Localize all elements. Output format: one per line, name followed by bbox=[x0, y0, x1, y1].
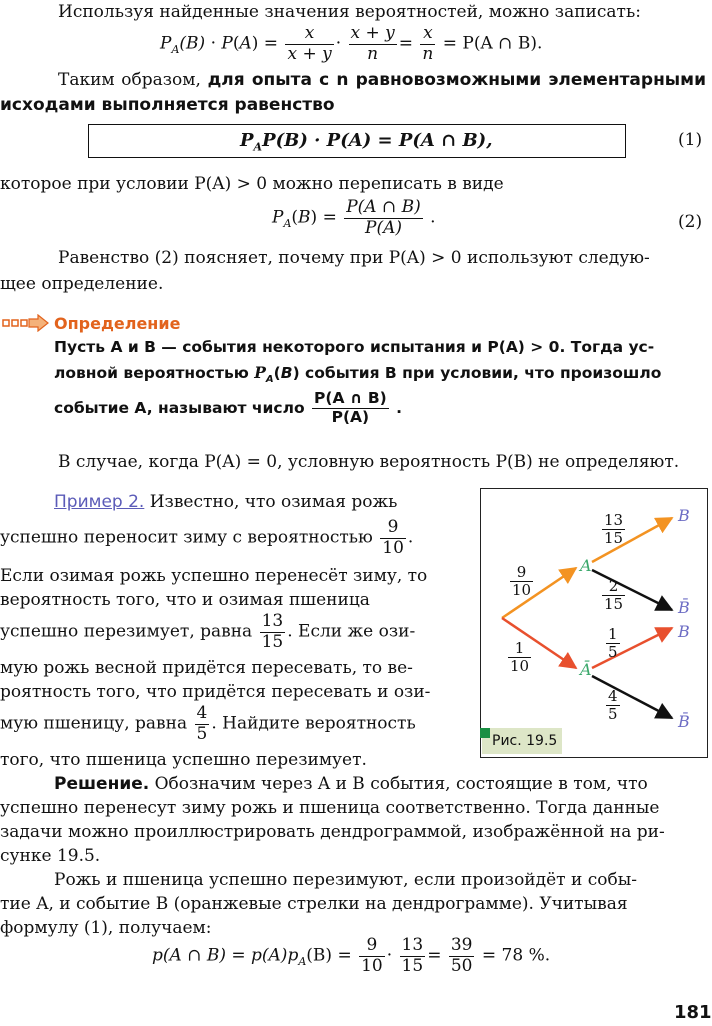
equation-2-number: (2) bbox=[678, 212, 703, 232]
example-line-2: успешно переносит зиму с вероятностью $\frac{9}{10}$ . bbox=[0, 517, 414, 558]
conclusion-paragraph: Таким образом, для опыта с n равновозможными элементарными исходами выполняется равенство bbox=[0, 70, 706, 115]
prob-B-given-A: $\frac{13}{15}$ bbox=[604, 511, 624, 548]
example-label: Пример 2. bbox=[54, 492, 145, 512]
prob-notA: $\frac{1}{10}$ bbox=[510, 639, 530, 676]
explain-line-1: Равенство (2) поясняет, почему при P(A) > 0 используют следую- bbox=[58, 248, 650, 268]
solution-line-1: Решение. Обозначим через A и B события, состоящие в том, что bbox=[54, 774, 648, 794]
figure-caption: Рис. 19.5 bbox=[482, 728, 562, 754]
leaf-B-2: B bbox=[678, 622, 690, 641]
prob-notB-given-A: $\frac{2}{15}$ bbox=[604, 577, 624, 614]
leaf-notB-1: B̄ bbox=[678, 598, 690, 617]
solution-line-2: успешно перенесут зиму рожь и пшеница соответственно. Тогда данные bbox=[0, 798, 660, 818]
equation-top: $P_A(B) \cdot P(A)$ = $\frac{x}{x + y}$ · $\frac{x + y}{n}$ = $\frac{x}{n}$ = P(A ∩ B). bbox=[160, 23, 543, 64]
leaf-B-1: B bbox=[678, 506, 690, 525]
solution-label: Решение. bbox=[54, 774, 150, 794]
equation-2: $P_A(B)$ = $\frac{P(A \cap B)}{P(A)}$ . bbox=[272, 197, 436, 238]
final-equation: p(A ∩ $B) = p(A)p_A(B)$ = $\frac{9}{10}$ · $\frac{13}{15}$ = $\frac{39}{50}$ = 78 %. bbox=[152, 935, 551, 976]
case-zero-text: В случае, когда P(A) = 0, условную вероятность P(B) не определяют. bbox=[58, 452, 680, 472]
definition-title: Определение bbox=[54, 314, 181, 333]
example-line-6: мую рожь весной придётся пересевать, то ве- bbox=[0, 658, 413, 678]
caption-marker bbox=[480, 728, 490, 738]
solution-line-3: задачи можно проиллюстрировать дендрограммой, изображённой на ри- bbox=[0, 822, 665, 842]
definition-line-2: ловной вероятностью $P_A(B)$ события B при условии, что произошло bbox=[54, 363, 662, 386]
definition-line-1: Пусть A и B — события некоторого испытания и P(A) > 0. Тогда ус- bbox=[54, 338, 655, 356]
solution-line-5: Рожь и пшеница успешно перезимуют, если произойдёт и собы- bbox=[54, 870, 637, 890]
example-line-5: успешно перезимует, равна $\frac{13}{15}$ . Если же ози- bbox=[0, 611, 416, 652]
solution-line-6: тие A, и событие B (оранжевые стрелки на дендрограмме). Учитывая bbox=[0, 894, 628, 914]
explain-line-2: щее определение. bbox=[0, 274, 164, 294]
node-A-label: A bbox=[580, 556, 592, 575]
example-line-4: вероятность того, что и озимая пшеница bbox=[0, 590, 370, 610]
example-line-8: мую пшеницу, равна $\frac{4}{5}$ . Найдите вероятность bbox=[0, 703, 416, 744]
dendrogram bbox=[480, 488, 706, 756]
definition-line-3: событие A, называют число $\frac{P(A \cap B)}{P(A)}$ . bbox=[54, 389, 403, 426]
prob-notB-given-notA: $\frac{4}{5}$ bbox=[608, 687, 618, 724]
prob-A: $\frac{9}{10}$ bbox=[512, 563, 532, 600]
solution-line-7: формулу (1), получаем: bbox=[0, 918, 212, 938]
page-number: 181 bbox=[674, 1002, 712, 1023]
node-notA-label: Ā bbox=[580, 660, 592, 679]
definition-arrow-icon bbox=[2, 314, 50, 340]
solution-line-4: сунке 19.5. bbox=[0, 846, 101, 866]
example-line-3: Если озимая рожь успешно перенесёт зиму, то bbox=[0, 566, 428, 586]
leaf-notB-2: B̄ bbox=[678, 712, 690, 731]
equation-1: $P_AP(B) \cdot P(A) = P(A$ ∩ B), bbox=[240, 130, 493, 154]
example-line-1: Пример 2. Известно, что озимая рожь bbox=[54, 492, 398, 512]
example-line-7: роятность того, что придётся пересевать и ози- bbox=[0, 682, 431, 702]
intro-text: Используя найденные значения вероятностей, можно записать: bbox=[58, 2, 641, 22]
prob-B-given-notA: $\frac{1}{5}$ bbox=[608, 625, 618, 662]
example-line-9: того, что пшеница успешно перезимует. bbox=[0, 750, 367, 770]
rewrite-text: которое при условии P(A) > 0 можно переписать в виде bbox=[0, 174, 504, 194]
equation-1-number: (1) bbox=[678, 130, 703, 150]
